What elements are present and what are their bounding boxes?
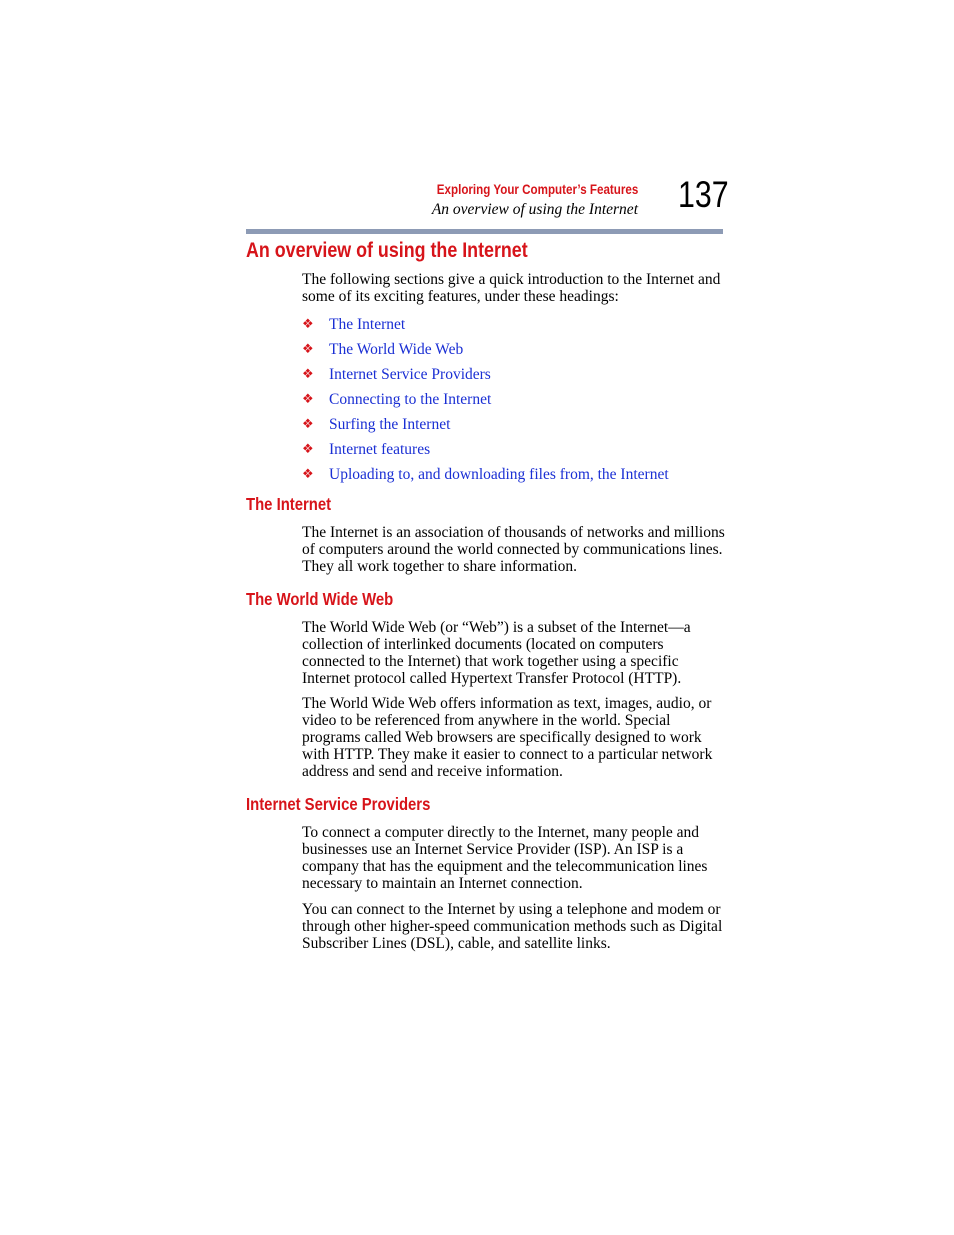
section-paragraph: The World Wide Web offers information as text, images, audio, or video to be referenced from anywhere in the world. Special programs called Web browsers are specifically designed to work with HTTP. They make it easier to connect to a particular network address and send and receive information.	[302, 695, 713, 781]
bullet-icon: ❖	[302, 367, 314, 382]
link-internet-features[interactable]: Internet features	[329, 440, 431, 458]
section-heading-world-wide-web: The World Wide Web	[246, 589, 394, 609]
intro-paragraph: The following sections give a quick introduction to the Internet and some of its exciting features, under these headings:	[302, 271, 721, 306]
topic-list	[302, 312, 669, 487]
section-paragraph: You can connect to the Internet by using a telephone and modem or through other higher-speed communication methods such as Digital Subscriber Lines (DSL), cable, and satellite links.	[302, 901, 723, 953]
link-surfing-the-internet[interactable]: Surfing the Internet	[329, 415, 451, 433]
section-paragraph: To connect a computer directly to the Internet, many people and businesses use an Internet Service Provider (ISP). An ISP is a company that has the equipment and the telecommunication lines necessary to maintain an Internet connection.	[302, 824, 708, 893]
list-item	[302, 312, 669, 337]
link-the-internet[interactable]: The Internet	[329, 315, 406, 333]
bullet-icon: ❖	[302, 392, 314, 407]
link-internet-service-providers[interactable]: Internet Service Providers	[329, 365, 491, 383]
section-heading-the-internet: The Internet	[246, 494, 332, 514]
bullet-icon: ❖	[302, 442, 314, 457]
bullet-icon: ❖	[302, 417, 314, 432]
section-paragraph: The World Wide Web (or “Web”) is a subset of the Internet—a collection of interlinked documents (located on computers connected to the Internet) that work together using a specific Internet protocol called Hypertext Transfer Protocol (HTTP).	[302, 619, 691, 688]
bullet-icon: ❖	[302, 317, 314, 332]
section-paragraph: The Internet is an association of thousands of networks and millions of computers around the world connected by communications lines. They all work together to share information.	[302, 524, 725, 576]
page-title: An overview of using the Internet	[246, 239, 528, 262]
list-item	[302, 362, 669, 387]
bullet-icon: ❖	[302, 342, 314, 357]
bullet-icon: ❖	[302, 467, 314, 482]
running-header-section: An overview of using the Internet	[431, 201, 638, 218]
list-item	[302, 437, 669, 462]
list-item	[302, 462, 669, 487]
link-world-wide-web[interactable]: The World Wide Web	[329, 340, 464, 358]
section-heading-isp: Internet Service Providers	[246, 794, 431, 814]
page-number: 137	[678, 174, 729, 215]
running-header-chapter: Exploring Your Computer’s Features	[436, 182, 638, 197]
header-rule	[246, 229, 723, 234]
list-item	[302, 387, 669, 412]
list-item	[302, 412, 669, 437]
link-uploading-downloading[interactable]: Uploading to, and downloading files from, the Internet	[329, 465, 669, 483]
list-item	[302, 337, 669, 362]
link-connecting-to-internet[interactable]: Connecting to the Internet	[329, 390, 492, 408]
